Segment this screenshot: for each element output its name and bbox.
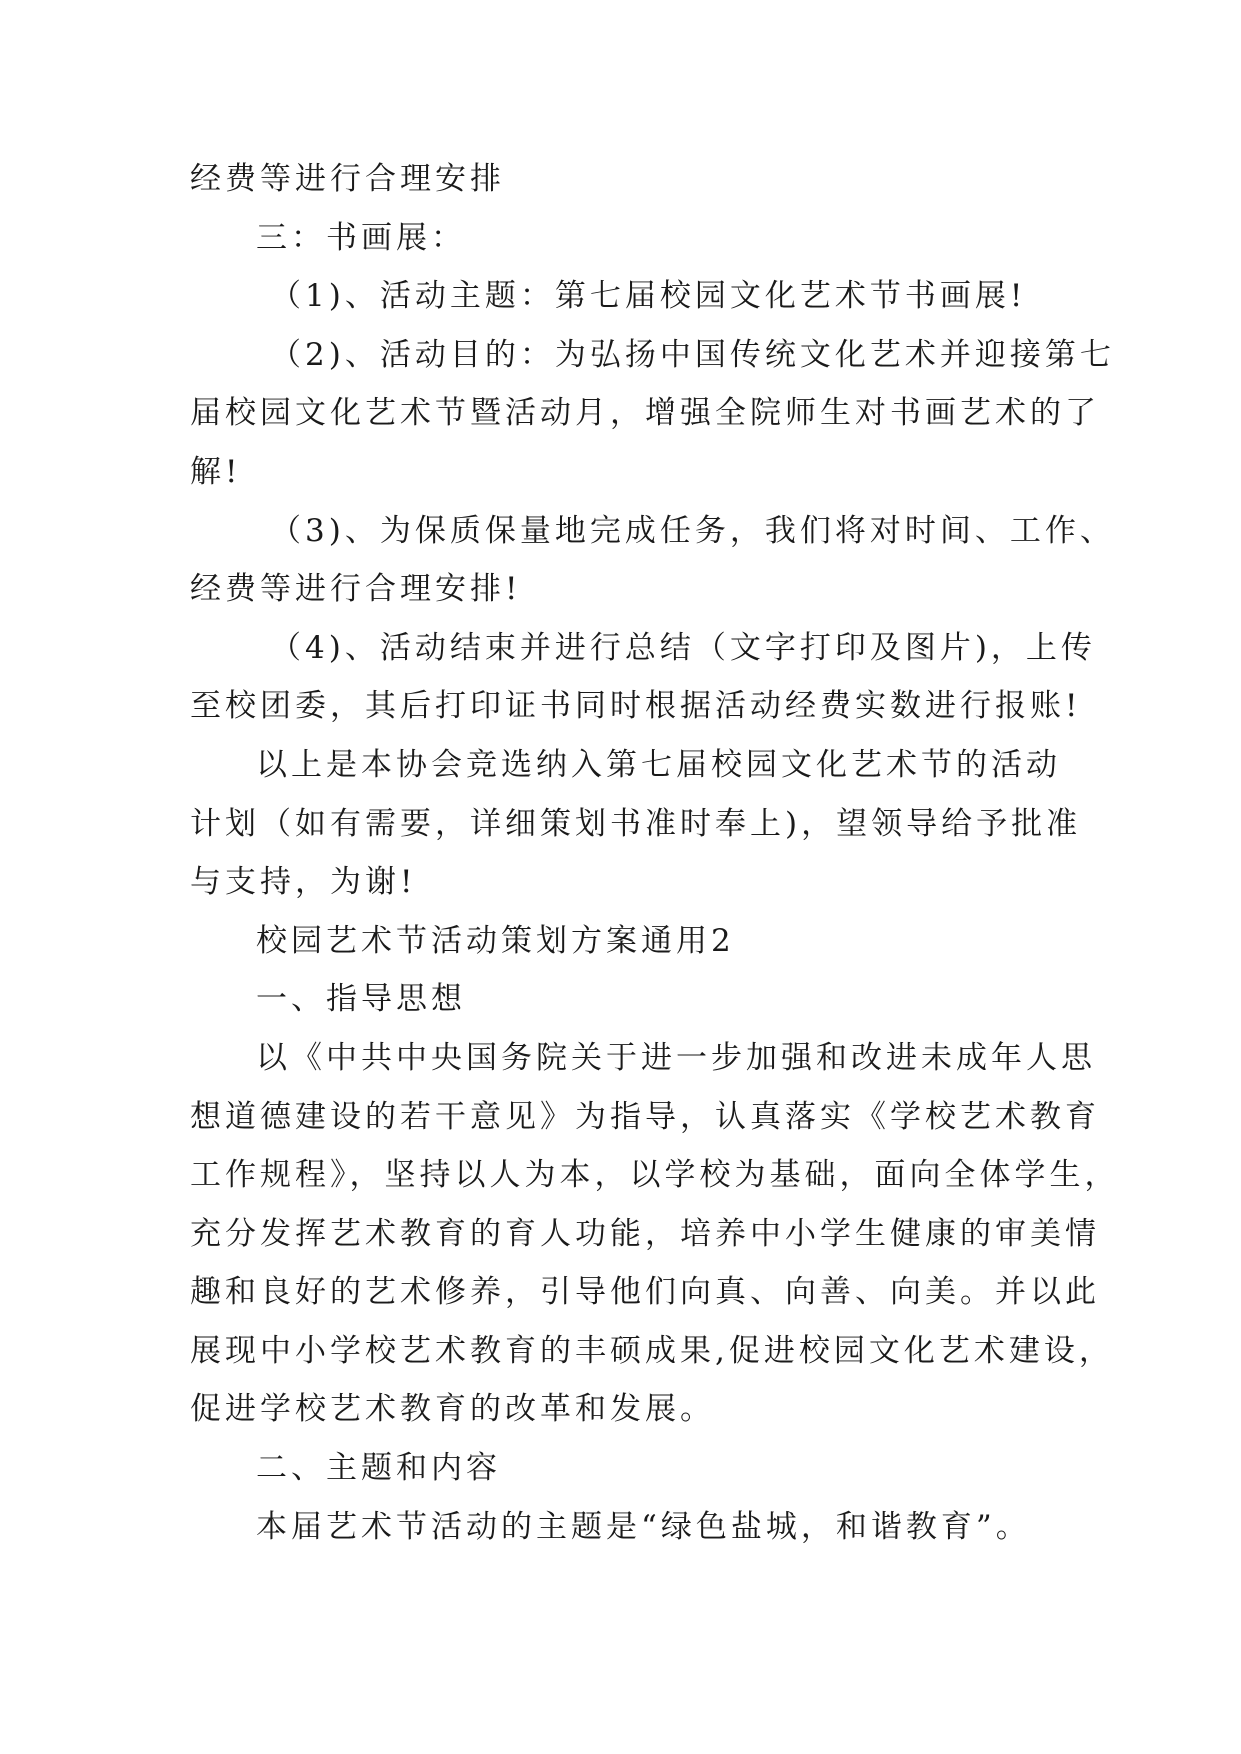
document-body — [190, 150, 1120, 1556]
text-line: 至校团委，其后打印证书同时根据活动经费实数进行报账! — [190, 688, 1082, 725]
text-line: （3)、为保质保量地完成任务，我们将对时间、工作、 — [270, 512, 1115, 549]
section-heading: 一、指导思想 — [256, 981, 466, 1018]
text-line: （4)、活动结束并进行总结（文字打印及图片)，上传 — [270, 629, 1096, 666]
document-title: 校园艺术节活动策划方案通用2 — [256, 922, 735, 959]
text-line: 以上是本协会竞选纳入第七届校园文化艺术节的活动 — [256, 746, 1061, 783]
text-line: 充分发挥艺术教育的育人功能，培养中小学生健康的审美情 — [190, 1215, 1100, 1252]
text-line: 届校园文化艺术节暨活动月，增强全院师生对书画艺术的了 — [190, 395, 1100, 432]
text-line: 经费等进行合理安排! — [190, 571, 522, 608]
text-line: （1)、活动主题：第七届校园文化艺术节书画展! — [270, 278, 1027, 315]
text-line: 以《中共中央国务院关于进一步加强和改进未成年人思 — [256, 1039, 1096, 1076]
text-line: 展现中小学校艺术教育的丰硕成果,促进校园文化艺术建设， — [190, 1332, 1114, 1369]
text-line: 解! — [190, 453, 242, 490]
section-heading: 二、主题和内容 — [256, 1450, 501, 1487]
text-line: 促进学校艺术教育的改革和发展。 — [190, 1391, 715, 1428]
text-line: 计划（如有需要，详细策划书准时奉上)，望领导给予批准 — [190, 805, 1082, 842]
text-line: 工作规程》，坚持以人为本，以学校为基础，面向全体学生， — [190, 1157, 1120, 1194]
text-line: 经费等进行合理安排 — [190, 161, 505, 197]
text-line: 想道德建设的若干意见》为指导，认真落实《学校艺术教育 — [190, 1098, 1100, 1135]
text-line: 趣和良好的艺术修养，引导他们向真、向善、向美。并以此 — [190, 1274, 1100, 1311]
text-line: 本届艺术节活动的主题是“绿色盐城，和谐教育”。 — [256, 1508, 1031, 1545]
text-line: 与支持，为谢! — [190, 864, 417, 901]
section-heading: 三：书画展： — [256, 219, 466, 256]
text-line: （2)、活动目的：为弘扬中国传统文化艺术并迎接第七 — [270, 336, 1115, 373]
